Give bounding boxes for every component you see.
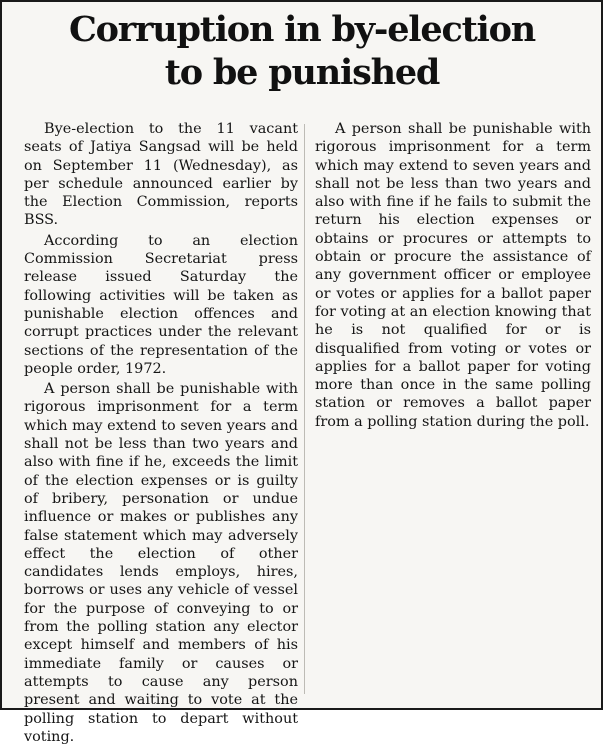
column-divider <box>304 124 305 694</box>
paragraph-offences-returns: A person shall be punishable with rigorous imprisonment for a term which may extend to seven years and shall not be less than two years and also with fine if he fails to submit the return his election expenses or obtains or procures or attempts to obtain or procure the assistance of any government officer or employee or votes or applies for a ballot paper for voting at an election knowing that he is not qualified for or is disqualified from voting or votes or applies for a ballot paper for voting more than once in the same polling station or removes a ballot paper from a polling station during the poll. <box>315 121 591 430</box>
paragraph-press-release: According to an election Commission Secretariat press release issued Saturday the following activities will be taken as punishable election offences and corrupt practices under the relevant sections of the representation of the people order, 1972. <box>24 232 298 377</box>
paragraph-intro: Bye-election to the 11 vacant seats of Jatiya Sangsad will be held on September 11 (Wednesday), as per schedule announced earlier by the Election Commission, reports BSS. <box>24 121 298 229</box>
paragraph-offences-expenses: A person shall be punishable with rigorous imprisonment for a term which may extend to seven years and shall not be less than two years and also with fine if he, exceeds the limit of the election expenses or is guilty of bribery, personation or undue influence or makes or publishes any false statement which may adversely effect the election of other candidates lends employs, hires, borrows or uses any vehicle of vessel for the purpose of conveying to or from the polling station any elector except himself and members of his immediate family or causes or attempts to cause any person present and waiting to vote at the polling station to depart without voting. <box>24 381 298 745</box>
article-headline <box>8 8 596 94</box>
article-column-right <box>315 120 591 431</box>
headline-line-2: to be punished <box>164 52 440 93</box>
headline-line-1: Corruption in by-election <box>68 9 536 50</box>
article-column-left <box>24 120 298 746</box>
